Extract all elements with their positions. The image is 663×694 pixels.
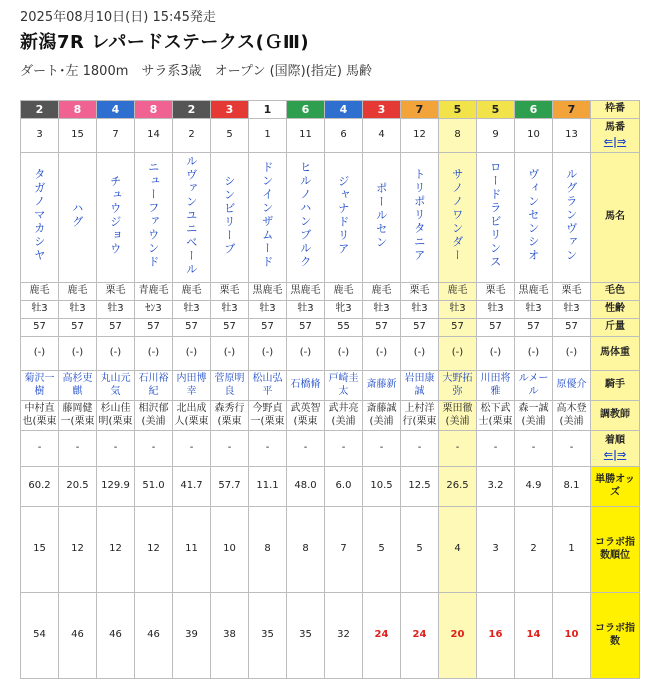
weight-cell: 57 <box>21 319 59 337</box>
weight-cell: 57 <box>439 319 477 337</box>
bw-cell: (-) <box>439 337 477 371</box>
collab-index-cell: 38 <box>211 593 249 679</box>
finish-cell: - <box>439 431 477 467</box>
row-coat <box>21 283 640 301</box>
waku-cell: 2 <box>21 101 59 119</box>
finish-cell: - <box>401 431 439 467</box>
odds-cell: 20.5 <box>59 467 97 507</box>
jockey-link[interactable]: 原優介 <box>556 379 587 391</box>
horse-name-cell <box>287 153 325 283</box>
jockey-link[interactable]: 菅原明良 <box>214 373 245 397</box>
odds-cell: 57.7 <box>211 467 249 507</box>
weight-cell: 57 <box>59 319 97 337</box>
coat-cell: 栗毛 <box>211 283 249 301</box>
jockey-cell <box>135 371 173 401</box>
horse-name-cell <box>21 153 59 283</box>
umaban-cell: 12 <box>401 119 439 153</box>
bw-cell: (-) <box>249 337 287 371</box>
umaban-cell: 14 <box>135 119 173 153</box>
horse-name-link[interactable]: トリポリタニア <box>412 168 427 263</box>
rank-cell: 8 <box>249 507 287 593</box>
odds-cell: 6.0 <box>325 467 363 507</box>
bw-cell: (-) <box>135 337 173 371</box>
coat-cell: 栗毛 <box>401 283 439 301</box>
coat-cell: 栗毛 <box>553 283 591 301</box>
race-info: ダート･左 1800m サラ系3歳 オープン (国際)(指定) 馬齢 <box>20 64 373 79</box>
coat-cell: 鹿毛 <box>173 283 211 301</box>
row-label-text: 斤量 <box>605 321 625 333</box>
sexage-cell: ｾﾝ3 <box>135 301 173 319</box>
waku-cell: 7 <box>401 101 439 119</box>
row-label-coat <box>591 283 640 301</box>
odds-cell: 41.7 <box>173 467 211 507</box>
weight-cell: 57 <box>135 319 173 337</box>
odds-cell: 129.9 <box>97 467 135 507</box>
finish-cell: - <box>249 431 287 467</box>
weight-cell: 57 <box>173 319 211 337</box>
row-finish <box>21 431 640 467</box>
horse-name-link[interactable]: ジャナドリア <box>336 174 351 256</box>
sexage-cell: 牡3 <box>477 301 515 319</box>
prev-arrow[interactable]: ⇐ <box>603 134 613 148</box>
row-label-umaban <box>591 119 640 153</box>
horse-name-link[interactable]: タガノマカシヤ <box>32 168 47 263</box>
row-umaban <box>21 119 640 153</box>
horse-name-cell <box>515 153 553 283</box>
bw-cell: (-) <box>363 337 401 371</box>
rank-cell: 12 <box>97 507 135 593</box>
rank-cell: 8 <box>287 507 325 593</box>
finish-cell: - <box>59 431 97 467</box>
horse-name-cell <box>97 153 135 283</box>
sexage-cell: 牡3 <box>59 301 97 319</box>
sort-arrows <box>591 135 639 149</box>
odds-cell: 11.1 <box>249 467 287 507</box>
jockey-cell <box>59 371 97 401</box>
trainer-cell: 北出成人(栗東 <box>173 401 211 431</box>
jockey-link[interactable]: 高杉吏麒 <box>62 373 93 397</box>
collab-index-cell: 16 <box>477 593 515 679</box>
weight-cell: 57 <box>211 319 249 337</box>
rank-cell: 1 <box>553 507 591 593</box>
collab-index-cell: 35 <box>287 593 325 679</box>
finish-cell: - <box>135 431 173 467</box>
umaban-cell: 11 <box>287 119 325 153</box>
row-label-rank <box>591 507 640 593</box>
rank-cell: 2 <box>515 507 553 593</box>
trainer-cell: 相沢郁(美浦 <box>135 401 173 431</box>
waku-cell: 4 <box>97 101 135 119</box>
horse-name-link[interactable]: ルヴァンユニベール <box>184 154 199 276</box>
trainer-cell: 上村洋行(栗東 <box>401 401 439 431</box>
horse-name-cell <box>59 153 97 283</box>
waku-cell: 6 <box>287 101 325 119</box>
waku-cell: 4 <box>325 101 363 119</box>
bw-cell: (-) <box>515 337 553 371</box>
weight-cell: 57 <box>97 319 135 337</box>
horse-name-cell <box>553 153 591 283</box>
finish-cell: - <box>21 431 59 467</box>
jockey-cell <box>401 371 439 401</box>
odds-cell: 26.5 <box>439 467 477 507</box>
nav-sep: | <box>612 134 618 148</box>
jockey-cell <box>173 371 211 401</box>
next-arrow[interactable]: ⇒ <box>617 134 627 148</box>
row-label-sexage <box>591 301 640 319</box>
trainer-cell: 森秀行(栗東 <box>211 401 249 431</box>
next-arrow[interactable]: ⇒ <box>617 447 627 461</box>
jockey-link[interactable]: 菊沢一樹 <box>24 373 55 397</box>
jockey-cell <box>287 371 325 401</box>
jockey-cell <box>477 371 515 401</box>
bw-cell: (-) <box>287 337 325 371</box>
jockey-cell <box>21 371 59 401</box>
weight-cell: 57 <box>515 319 553 337</box>
row-trainer <box>21 401 640 431</box>
horse-name-link[interactable]: ヴィンセンシオ <box>526 168 541 263</box>
jockey-cell <box>325 371 363 401</box>
odds-cell: 12.5 <box>401 467 439 507</box>
coat-cell: 鹿毛 <box>325 283 363 301</box>
sexage-cell: 牡3 <box>249 301 287 319</box>
jockey-link[interactable]: 大野拓弥 <box>442 373 473 397</box>
sexage-cell: 牡3 <box>401 301 439 319</box>
odds-cell: 51.0 <box>135 467 173 507</box>
row-label-odds <box>591 467 640 507</box>
rank-cell: 3 <box>477 507 515 593</box>
odds-cell: 3.2 <box>477 467 515 507</box>
jockey-cell <box>211 371 249 401</box>
collab-index-cell: 46 <box>97 593 135 679</box>
row-label-text: コラボ指数順位 <box>595 537 635 561</box>
umaban-cell: 7 <box>97 119 135 153</box>
horse-name-link[interactable]: ロードラビリンス <box>488 161 503 270</box>
coat-cell: 鹿毛 <box>21 283 59 301</box>
rank-cell: 11 <box>173 507 211 593</box>
finish-cell: - <box>325 431 363 467</box>
umaban-cell: 13 <box>553 119 591 153</box>
jockey-link[interactable]: 斎藤新 <box>366 379 397 391</box>
jockey-link[interactable]: 内田博幸 <box>176 373 207 397</box>
collab-index-cell: 24 <box>401 593 439 679</box>
finish-cell: - <box>477 431 515 467</box>
coat-cell: 鹿毛 <box>439 283 477 301</box>
row-sexage <box>21 301 640 319</box>
row-label-text: 枠番 <box>605 103 625 115</box>
row-label-finish <box>591 431 640 467</box>
horse-name-cell <box>363 153 401 283</box>
waku-cell: 2 <box>173 101 211 119</box>
rank-cell: 4 <box>439 507 477 593</box>
collab-index-cell: 10 <box>553 593 591 679</box>
collab-index-cell: 35 <box>249 593 287 679</box>
sexage-cell: 牝3 <box>325 301 363 319</box>
trainer-cell: 松下武士(栗東 <box>477 401 515 431</box>
row-label-text: 単勝オッズ <box>595 474 635 498</box>
rank-cell: 5 <box>401 507 439 593</box>
trainer-cell: 武英智(栗東 <box>287 401 325 431</box>
finish-cell: - <box>97 431 135 467</box>
horse-name-cell <box>477 153 515 283</box>
coat-cell: 黒鹿毛 <box>249 283 287 301</box>
jockey-link[interactable]: 石川裕紀 <box>138 373 169 397</box>
collab-index-cell: 46 <box>135 593 173 679</box>
horse-name-cell <box>249 153 287 283</box>
horse-name-link[interactable]: サノノワンダー <box>450 168 465 263</box>
bw-cell: (-) <box>59 337 97 371</box>
horse-name-cell <box>439 153 477 283</box>
jockey-link[interactable]: ルメール <box>518 373 549 397</box>
trainer-cell: 中村直也(栗東 <box>21 401 59 431</box>
weight-cell: 57 <box>401 319 439 337</box>
row-label-text: 馬名 <box>605 211 625 223</box>
weight-cell: 57 <box>363 319 401 337</box>
waku-cell: 1 <box>249 101 287 119</box>
horse-name-link[interactable]: ハグ <box>70 201 85 229</box>
trainer-cell: 斎藤誠(美浦 <box>363 401 401 431</box>
odds-cell: 48.0 <box>287 467 325 507</box>
sexage-cell: 牡3 <box>287 301 325 319</box>
row-label-text: 騎手 <box>605 379 625 391</box>
bw-cell: (-) <box>21 337 59 371</box>
coat-cell: 青鹿毛 <box>135 283 173 301</box>
row-name <box>21 153 640 283</box>
row-label-jockey <box>591 371 640 401</box>
finish-cell: - <box>363 431 401 467</box>
horse-name-link[interactable]: ルグランヴァン <box>564 168 579 263</box>
horse-table <box>20 100 640 679</box>
horse-name-link[interactable]: ポールセン <box>374 181 389 249</box>
trainer-cell: 藤岡健一(栗東 <box>59 401 97 431</box>
finish-cell: - <box>173 431 211 467</box>
coat-cell: 栗毛 <box>477 283 515 301</box>
trainer-cell: 杉山佳明(栗東 <box>97 401 135 431</box>
rank-cell: 12 <box>135 507 173 593</box>
coat-cell: 鹿毛 <box>59 283 97 301</box>
row-jockey <box>21 371 640 401</box>
row-label-index <box>591 593 640 679</box>
coat-cell: 鹿毛 <box>363 283 401 301</box>
waku-cell: 3 <box>363 101 401 119</box>
collab-index-cell: 24 <box>363 593 401 679</box>
jockey-cell <box>553 371 591 401</box>
umaban-cell: 15 <box>59 119 97 153</box>
horse-name-link[interactable]: ドンインザムード <box>260 161 275 270</box>
row-weight <box>21 319 640 337</box>
waku-cell: 3 <box>211 101 249 119</box>
rank-cell: 12 <box>59 507 97 593</box>
waku-cell: 5 <box>477 101 515 119</box>
horse-name-cell <box>401 153 439 283</box>
nav-sep: | <box>612 447 618 461</box>
umaban-cell: 9 <box>477 119 515 153</box>
bw-cell: (-) <box>401 337 439 371</box>
finish-cell: - <box>211 431 249 467</box>
umaban-cell: 6 <box>325 119 363 153</box>
weight-cell: 55 <box>325 319 363 337</box>
bw-cell: (-) <box>325 337 363 371</box>
horse-name-link[interactable]: ヒルノハンブルク <box>298 161 313 270</box>
trainer-cell: 高木登(美浦 <box>553 401 591 431</box>
trainer-cell: 森一誠(美浦 <box>515 401 553 431</box>
jockey-link[interactable]: 川田将雅 <box>480 373 511 397</box>
bw-cell: (-) <box>97 337 135 371</box>
finish-cell: - <box>515 431 553 467</box>
prev-arrow[interactable]: ⇐ <box>603 447 613 461</box>
jockey-link[interactable]: 丸山元気 <box>100 373 131 397</box>
weight-cell: 57 <box>249 319 287 337</box>
jockey-cell <box>249 371 287 401</box>
collab-index-cell: 14 <box>515 593 553 679</box>
waku-cell: 8 <box>59 101 97 119</box>
weight-cell: 57 <box>477 319 515 337</box>
sort-arrows <box>591 448 639 462</box>
jockey-cell <box>439 371 477 401</box>
sexage-cell: 牡3 <box>439 301 477 319</box>
collab-index-cell: 39 <box>173 593 211 679</box>
race-title: 新潟7R レパードステークス(ＧⅢ) <box>20 32 310 53</box>
jockey-cell <box>97 371 135 401</box>
row-label-text: 馬体重 <box>600 347 630 359</box>
bw-cell: (-) <box>477 337 515 371</box>
bw-cell: (-) <box>173 337 211 371</box>
row-label-text: コラボ指数 <box>595 623 635 647</box>
umaban-cell: 4 <box>363 119 401 153</box>
jockey-cell <box>363 371 401 401</box>
horse-name-cell <box>325 153 363 283</box>
jockey-link[interactable]: 岩田康誠 <box>404 373 435 397</box>
rank-cell: 10 <box>211 507 249 593</box>
horse-name-link[interactable]: シンビリーブ <box>222 174 237 256</box>
trainer-cell: 今野貞一(栗東 <box>249 401 287 431</box>
row-index <box>21 593 640 679</box>
sexage-cell: 牡3 <box>21 301 59 319</box>
collab-index-cell: 32 <box>325 593 363 679</box>
odds-cell: 8.1 <box>553 467 591 507</box>
trainer-cell: 武井亮(美浦 <box>325 401 363 431</box>
rank-cell: 15 <box>21 507 59 593</box>
waku-cell: 7 <box>553 101 591 119</box>
horse-name-cell <box>211 153 249 283</box>
waku-cell: 8 <box>135 101 173 119</box>
finish-cell: - <box>553 431 591 467</box>
odds-cell: 4.9 <box>515 467 553 507</box>
coat-cell: 栗毛 <box>97 283 135 301</box>
sexage-cell: 牡3 <box>363 301 401 319</box>
row-label-text: 着順 <box>605 435 625 447</box>
collab-index-cell: 54 <box>21 593 59 679</box>
jockey-link[interactable]: 石橋脩 <box>290 379 321 391</box>
row-rank <box>21 507 640 593</box>
weight-cell: 57 <box>287 319 325 337</box>
race-date: 2025年08月10日(日) 15:45発走 <box>20 10 216 25</box>
bw-cell: (-) <box>211 337 249 371</box>
umaban-cell: 2 <box>173 119 211 153</box>
collab-index-cell: 46 <box>59 593 97 679</box>
odds-cell: 60.2 <box>21 467 59 507</box>
bw-cell: (-) <box>553 337 591 371</box>
coat-cell: 黒鹿毛 <box>287 283 325 301</box>
jockey-cell <box>515 371 553 401</box>
horse-name-cell <box>173 153 211 283</box>
umaban-cell: 3 <box>21 119 59 153</box>
row-label-waku <box>591 101 640 119</box>
umaban-cell: 1 <box>249 119 287 153</box>
row-odds <box>21 467 640 507</box>
row-bw <box>21 337 640 371</box>
row-label-bw <box>591 337 640 371</box>
waku-cell: 5 <box>439 101 477 119</box>
sexage-cell: 牡3 <box>553 301 591 319</box>
row-label-text: 毛色 <box>605 285 625 297</box>
row-label-name <box>591 153 640 283</box>
weight-cell: 57 <box>553 319 591 337</box>
umaban-cell: 5 <box>211 119 249 153</box>
horse-name-link[interactable]: チュウジョウ <box>108 174 123 256</box>
sexage-cell: 牡3 <box>211 301 249 319</box>
row-waku <box>21 101 640 119</box>
trainer-cell: 栗田徹(美浦 <box>439 401 477 431</box>
umaban-cell: 10 <box>515 119 553 153</box>
rank-cell: 7 <box>325 507 363 593</box>
row-label-trainer <box>591 401 640 431</box>
waku-cell: 6 <box>515 101 553 119</box>
row-label-weight <box>591 319 640 337</box>
sexage-cell: 牡3 <box>515 301 553 319</box>
horse-name-cell <box>135 153 173 283</box>
sexage-cell: 牡3 <box>97 301 135 319</box>
jockey-link[interactable]: 松山弘平 <box>252 373 283 397</box>
odds-cell: 10.5 <box>363 467 401 507</box>
horse-name-link[interactable]: ニューファウンド <box>146 161 161 270</box>
jockey-link[interactable]: 戸崎圭太 <box>328 373 359 397</box>
row-label-text: 馬番 <box>605 122 625 134</box>
collab-index-cell: 20 <box>439 593 477 679</box>
row-label-text: 性齢 <box>605 303 625 315</box>
umaban-cell: 8 <box>439 119 477 153</box>
coat-cell: 黒鹿毛 <box>515 283 553 301</box>
finish-cell: - <box>287 431 325 467</box>
row-label-text: 調教師 <box>600 409 630 421</box>
rank-cell: 5 <box>363 507 401 593</box>
sexage-cell: 牡3 <box>173 301 211 319</box>
